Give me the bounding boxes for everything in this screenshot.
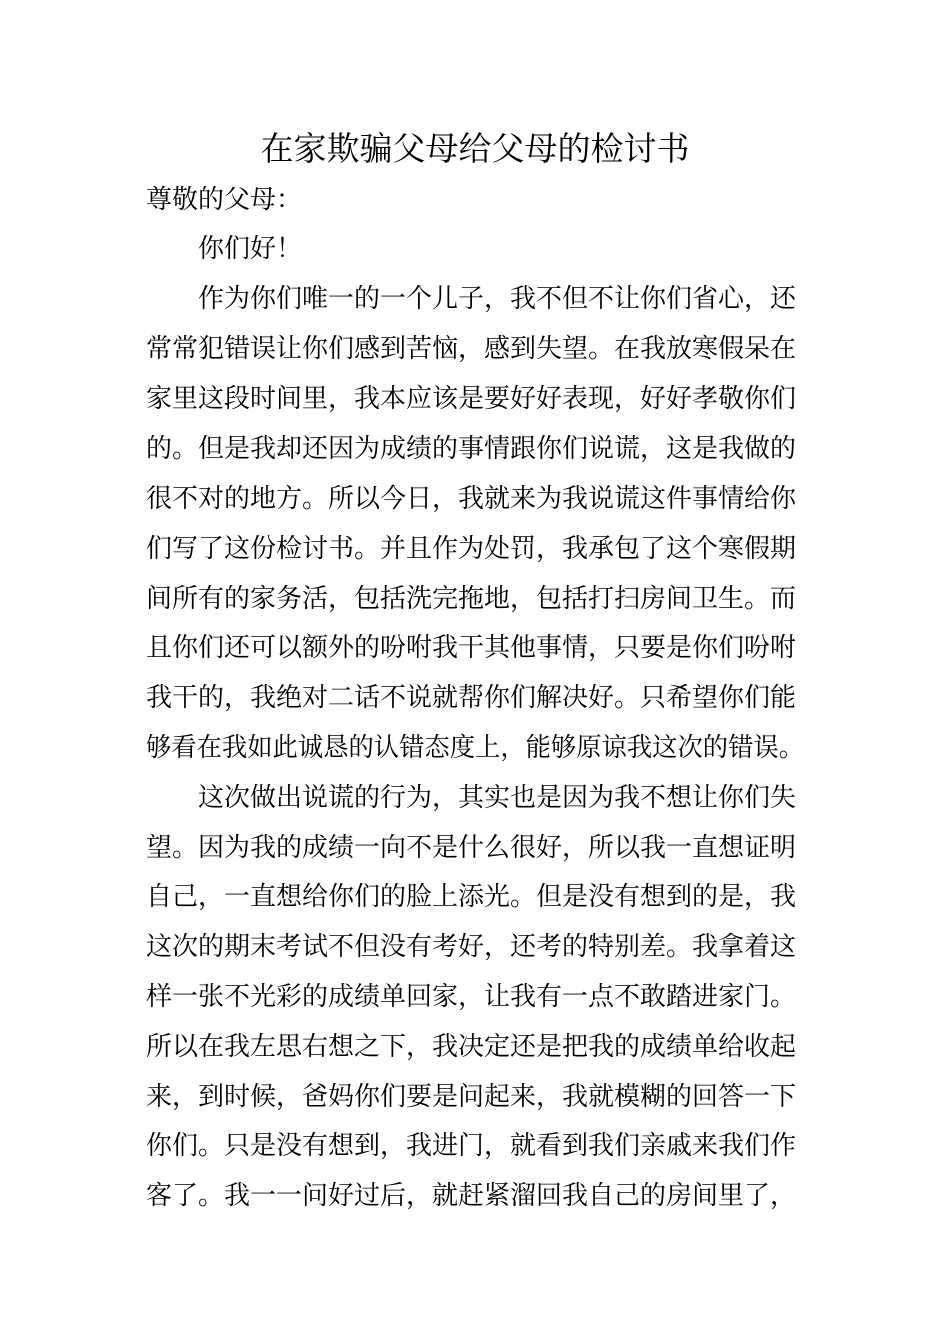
body-line: 样一张不光彩的成绩单回家，让我有一点不敢踏进家门。 [146,982,797,1012]
body-line: 作为你们唯一的一个儿子，我不但不让你们省心，还 [198,284,797,314]
body-line: 你们。只是没有想到，我进门，就看到我们亲戚来我们作 [146,1131,797,1161]
body-line: 自己，一直想给你们的脸上添光。但是没有想到的是，我 [146,882,797,912]
body-line: 来，到时候，爸妈你们要是问起来，我就模糊的回答一下 [146,1082,797,1112]
body-line: 望。因为我的成绩一向不是什么很好，所以我一直想证明 [146,833,797,863]
body-line: 这次做出说谎的行为，其实也是因为我不想让你们失 [198,783,797,813]
body-line: 们写了这份检讨书。并且作为处罚，我承包了这个寒假期 [146,534,797,564]
greeting: 你们好！ [198,234,303,264]
body-line: 常常犯错误让你们感到苦恼，感到失望。在我放寒假呆在 [146,334,797,364]
body-line: 所以在我左思右想之下，我决定还是把我的成绩单给收起 [146,1032,797,1062]
body-line: 这次的期末考试不但没有考好，还考的特别差。我拿着这 [146,932,797,962]
document-title: 在家欺骗父母给父母的检讨书 [260,129,690,168]
body-line: 且你们还可以额外的吩咐我干其他事情，只要是你们吩咐 [146,633,797,663]
body-line: 很不对的地方。所以今日，我就来为我说谎这件事情给你 [146,484,797,514]
body-line: 客了。我一一问好过后，就赶紧溜回我自己的房间里了， [146,1181,797,1211]
body-line: 间所有的家务活，包括洗完拖地，包括打扫房间卫生。而 [146,584,797,614]
salutation: 尊敬的父母： [146,185,303,215]
body-line: 我干的，我绝对二话不说就帮你们解决好。只希望你们能 [146,683,797,713]
body-line: 家里这段时间里，我本应该是要好好表现，好好孝敬你们 [146,384,797,414]
body-line: 够看在我如此诚恳的认错态度上，能够原谅我这次的错误。 [146,733,805,763]
body-line: 的。但是我却还因为成绩的事情跟你们说谎，这是我做的 [146,434,797,464]
